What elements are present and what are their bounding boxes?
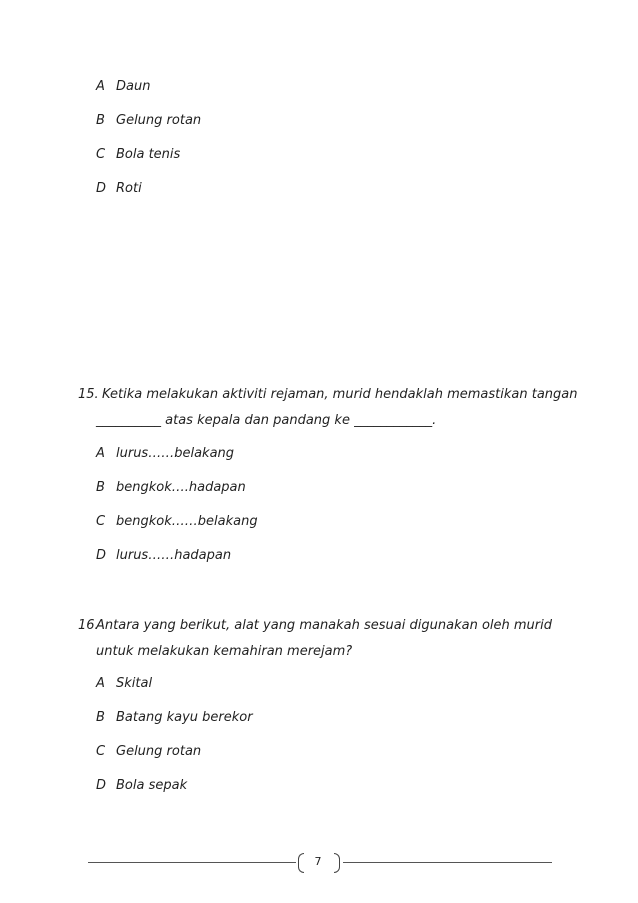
bracket-right xyxy=(334,853,340,873)
option-letter: C xyxy=(96,514,106,529)
question-text-line1: Antara yang berikut, alat yang manakah sesuai digunakan oleh murid xyxy=(96,618,552,633)
option-text: lurus……hadapan xyxy=(116,548,232,563)
option-text: Roti xyxy=(116,181,142,196)
option-text: bengkok……belakang xyxy=(116,514,258,529)
question-text-line1: Ketika melakukan aktiviti rejaman, murid hendaklah memastikan tangan xyxy=(102,387,578,402)
question-number: 16. xyxy=(78,618,99,633)
option-letter: B xyxy=(96,113,105,128)
option-text: Daun xyxy=(116,79,151,94)
option-text: Skital xyxy=(116,676,153,691)
footer-rule-left xyxy=(88,862,296,863)
option-letter: C xyxy=(96,744,106,759)
question-number: 15. xyxy=(78,387,99,402)
option-letter: D xyxy=(96,181,107,196)
option-letter: D xyxy=(96,548,107,563)
option-letter: A xyxy=(96,676,105,691)
page-number: 7 xyxy=(314,855,322,868)
option-text: Gelung rotan xyxy=(116,113,202,128)
option-text: lurus……belakang xyxy=(116,446,235,461)
option-text: Bola sepak xyxy=(116,778,188,793)
option-letter: C xyxy=(96,147,106,162)
question-text-line2: untuk melakukan kemahiran merejam? xyxy=(96,644,353,659)
footer-rule-right xyxy=(343,862,552,863)
option-letter: D xyxy=(96,778,107,793)
option-text: bengkok….hadapan xyxy=(116,480,246,495)
option-text: Bola tenis xyxy=(116,147,181,162)
option-letter: B xyxy=(96,710,105,725)
option-text: Gelung rotan xyxy=(116,744,202,759)
option-letter: A xyxy=(96,79,105,94)
option-text: Batang kayu berekor xyxy=(116,710,253,725)
option-letter: A xyxy=(96,446,105,461)
question-text-line2: __________ atas kepala dan pandang ke ____________. xyxy=(96,413,437,428)
option-letter: B xyxy=(96,480,105,495)
bracket-left xyxy=(298,853,304,873)
